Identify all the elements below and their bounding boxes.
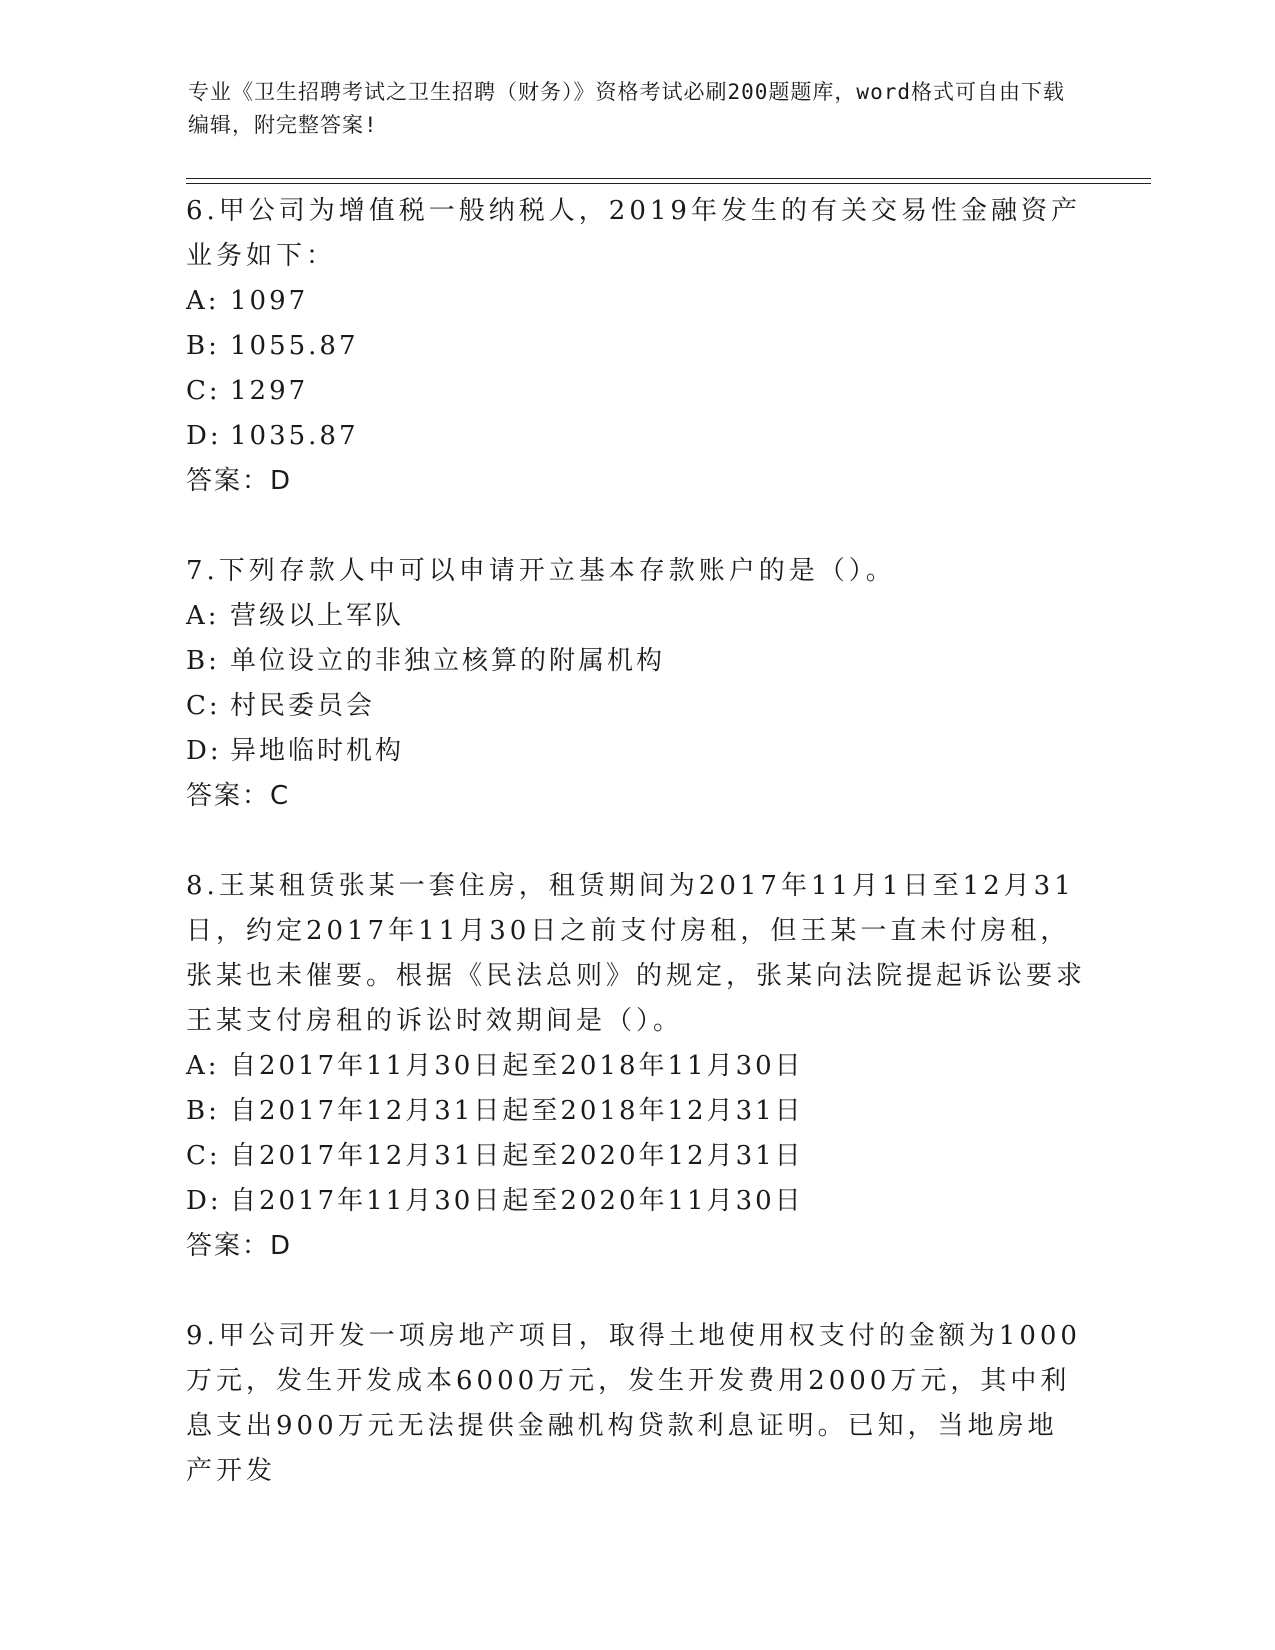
header-divider-top [186,178,1151,179]
option-text: 1097 [230,286,309,316]
option-letter: C: [186,376,221,406]
option-c [186,1134,1086,1179]
answer-line: 答案：C [186,781,291,811]
option-text: 自2017年11月30日起至2018年11月30日 [230,1051,804,1081]
option-b [186,324,1086,369]
question-text: 6.甲公司为增值税一般纳税人，2019年发生的有关交易性金融资产业务如下： [186,196,1081,271]
option-d [186,1179,1086,1224]
option-letter: A: [186,601,220,631]
option-a [186,594,1086,639]
option-letter: C: [186,1141,221,1171]
option-text: 1055.87 [230,331,359,361]
option-b [186,639,1086,684]
option-text: 自2017年11月30日起至2020年11月30日 [230,1186,804,1216]
question-spacer [186,504,1086,549]
header-divider-bottom [186,183,1151,184]
option-b [186,1089,1086,1134]
option-text: 1035.87 [230,421,359,451]
option-a [186,1044,1086,1089]
questions-list [186,189,1086,1494]
option-d [186,729,1086,774]
question-9 [186,1314,1086,1494]
header-text: 专业《卫生招聘考试之卫生招聘（财务）》资格考试必刷200题题库，word格式可自由下载编辑，附完整答案! [188,80,1065,137]
option-letter: D: [186,736,222,766]
option-text: 自2017年12月31日起至2020年12月31日 [230,1141,804,1171]
option-letter: B: [186,1096,220,1126]
question-spacer [186,819,1086,864]
option-d [186,414,1086,459]
option-letter: B: [186,646,220,676]
option-c [186,684,1086,729]
answer-line: 答案：D [186,466,293,496]
option-letter: C: [186,691,221,721]
option-text: 营级以上军队 [230,601,405,631]
option-letter: A: [186,286,220,316]
question-7 [186,549,1086,819]
option-text: 1297 [230,376,309,406]
option-c [186,369,1086,414]
option-letter: A: [186,1051,220,1081]
question-6 [186,189,1086,504]
option-text: 自2017年12月31日起至2018年12月31日 [230,1096,804,1126]
question-8 [186,864,1086,1269]
question-text: 9.甲公司开发一项房地产项目，取得土地使用权支付的金额为1000万元，发生开发成本6000万元，发生开发费用2000万元，其中利息支出900万元无法提供金融机构贷款利息证明。已知，当地房地产开发 [186,1321,1081,1486]
option-letter: D: [186,1186,222,1216]
answer-line: 答案：D [186,1231,293,1261]
question-text: 8.王某租赁张某一套住房，租赁期间为2017年11月1日至12月31日，约定2017年11月30日之前支付房租，但王某一直未付房租，张某也未催要。根据《民法总则》的规定，张某向法院提起诉讼要求王某支付房租的诉讼时效期间是（）。 [186,871,1087,1036]
option-letter: B: [186,331,220,361]
option-letter: D: [186,421,222,451]
option-text: 异地临时机构 [230,736,405,766]
option-text: 单位设立的非独立核算的附属机构 [230,646,666,676]
document-header [188,76,1068,142]
option-a [186,279,1086,324]
option-text: 村民委员会 [230,691,376,721]
question-text: 7.下列存款人中可以申请开立基本存款账户的是（）。 [186,556,896,586]
question-spacer [186,1269,1086,1314]
